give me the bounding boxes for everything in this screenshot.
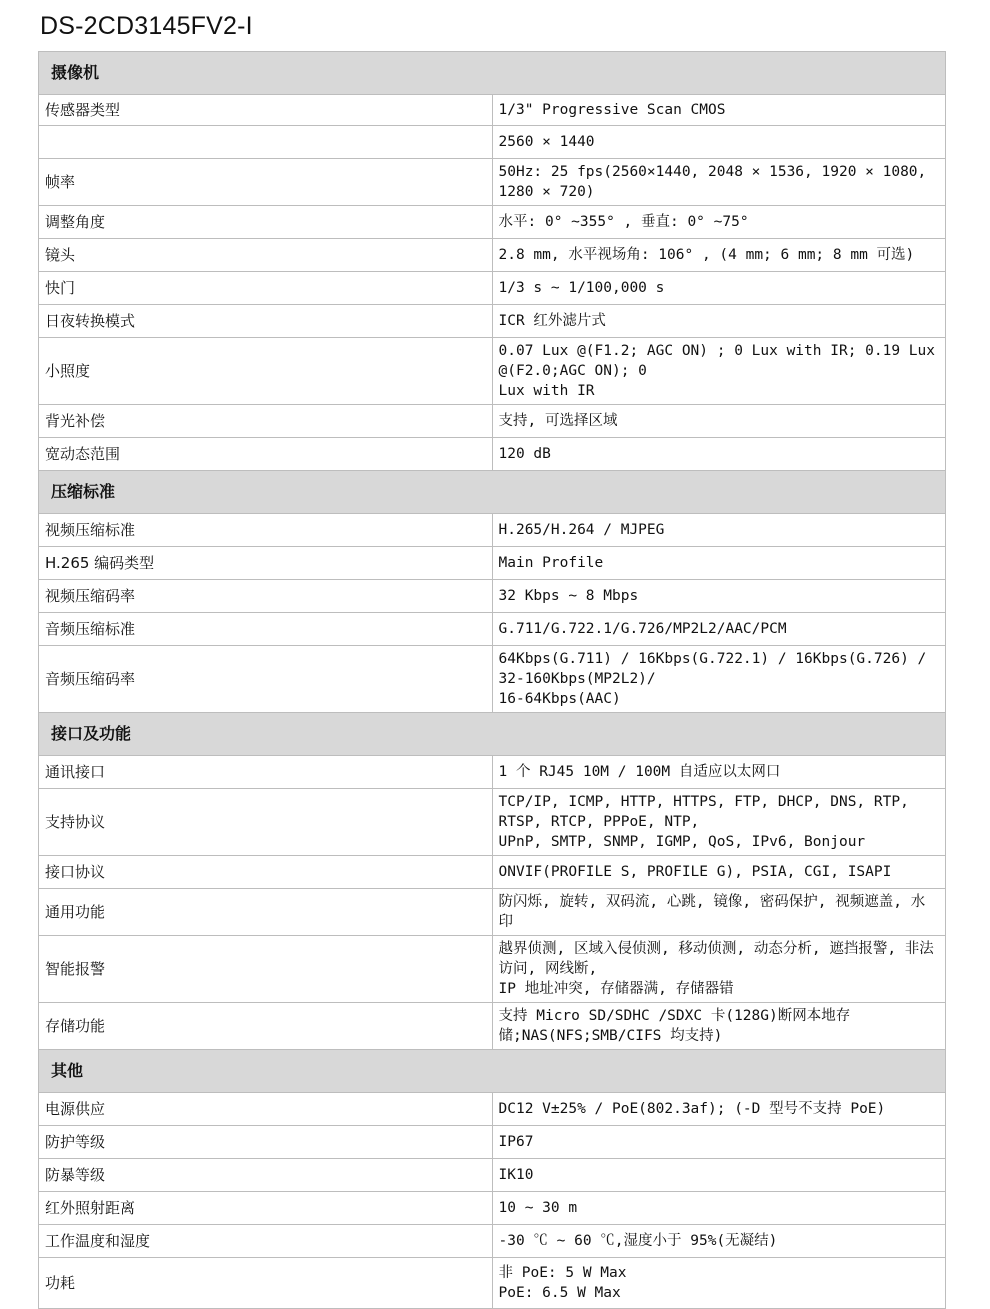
spec-value: 越界侦测, 区域入侵侦测, 移动侦测, 动态分析, 遮挡报警, 非法访问, 网线断, IP 地址冲突, 存储器满, 存储器错 bbox=[492, 936, 946, 1003]
spec-value: 2560 × 1440 bbox=[492, 126, 946, 159]
spec-row bbox=[39, 95, 946, 126]
section-header-row bbox=[39, 52, 946, 95]
spec-label: 防暴等级 bbox=[39, 1159, 493, 1192]
spec-label: 快门 bbox=[39, 272, 493, 305]
spec-value: IK10 bbox=[492, 1159, 946, 1192]
spec-label: 智能报警 bbox=[39, 936, 493, 1003]
spec-label: 帧率 bbox=[39, 159, 493, 206]
spec-row bbox=[39, 159, 946, 206]
spec-label: 传感器类型 bbox=[39, 95, 493, 126]
spec-value: 1/3" Progressive Scan CMOS bbox=[492, 95, 946, 126]
spec-value: 支持 Micro SD/SDHC /SDXC 卡(128G)断网本地存储;NAS(NFS;SMB/CIFS 均支持) bbox=[492, 1003, 946, 1050]
spec-value: 32 Kbps ~ 8 Mbps bbox=[492, 580, 946, 613]
spec-label: 音频压缩码率 bbox=[39, 646, 493, 713]
spec-row bbox=[39, 547, 946, 580]
spec-value: 1 个 RJ45 10M / 100M 自适应以太网口 bbox=[492, 756, 946, 789]
spec-label: 存储功能 bbox=[39, 1003, 493, 1050]
spec-value: 防闪烁, 旋转, 双码流, 心跳, 镜像, 密码保护, 视频遮盖, 水印 bbox=[492, 889, 946, 936]
spec-row bbox=[39, 1192, 946, 1225]
spec-label bbox=[39, 126, 493, 159]
section-header: 摄像机 bbox=[39, 52, 946, 95]
spec-row bbox=[39, 936, 946, 1003]
spec-row bbox=[39, 305, 946, 338]
spec-row bbox=[39, 1126, 946, 1159]
spec-value: 1/3 s ~ 1/100,000 s bbox=[492, 272, 946, 305]
section-header-row bbox=[39, 1050, 946, 1093]
spec-value: ONVIF(PROFILE S, PROFILE G), PSIA, CGI, ISAPI bbox=[492, 856, 946, 889]
section-header-row bbox=[39, 713, 946, 756]
spec-value: TCP/IP, ICMP, HTTP, HTTPS, FTP, DHCP, DNS, RTP, RTSP, RTCP, PPPoE, NTP, UPnP, SMTP, SNMP, IGMP, QoS, IPv6, Bonjour bbox=[492, 789, 946, 856]
spec-label: 调整角度 bbox=[39, 206, 493, 239]
spec-value: 0.07 Lux @(F1.2; AGC ON) ; 0 Lux with IR; 0.19 Lux @(F2.0;AGC ON); 0 Lux with IR bbox=[492, 338, 946, 405]
spec-value: 2.8 mm, 水平视场角: 106° , (4 mm; 6 mm; 8 mm 可选) bbox=[492, 239, 946, 272]
spec-value: -30 ℃ ~ 60 ℃,湿度小于 95%(无凝结) bbox=[492, 1225, 946, 1258]
section-header: 接口及功能 bbox=[39, 713, 946, 756]
spec-value: IP67 bbox=[492, 1126, 946, 1159]
spec-label: 电源供应 bbox=[39, 1093, 493, 1126]
page-title: DS-2CD3145FV2-I bbox=[40, 12, 253, 40]
spec-row bbox=[39, 405, 946, 438]
spec-row bbox=[39, 1003, 946, 1050]
spec-value: H.265/H.264 / MJPEG bbox=[492, 514, 946, 547]
spec-row bbox=[39, 272, 946, 305]
spec-table bbox=[38, 51, 946, 1309]
spec-row bbox=[39, 1159, 946, 1192]
spec-row bbox=[39, 613, 946, 646]
spec-row bbox=[39, 756, 946, 789]
spec-value: DC12 V±25% / PoE(802.3af); (-D 型号不支持 PoE) bbox=[492, 1093, 946, 1126]
spec-value: 120 dB bbox=[492, 438, 946, 471]
spec-row bbox=[39, 438, 946, 471]
spec-label: 支持协议 bbox=[39, 789, 493, 856]
spec-row bbox=[39, 338, 946, 405]
spec-row bbox=[39, 1093, 946, 1126]
spec-row bbox=[39, 789, 946, 856]
spec-row bbox=[39, 206, 946, 239]
spec-value: 水平: 0° ~355° , 垂直: 0° ~75° bbox=[492, 206, 946, 239]
section-header: 其他 bbox=[39, 1050, 946, 1093]
spec-label: 视频压缩码率 bbox=[39, 580, 493, 613]
spec-value: 10 ~ 30 m bbox=[492, 1192, 946, 1225]
spec-label: 音频压缩标准 bbox=[39, 613, 493, 646]
spec-label: 接口协议 bbox=[39, 856, 493, 889]
spec-value: 非 PoE: 5 W Max PoE: 6.5 W Max bbox=[492, 1258, 946, 1309]
spec-label: 功耗 bbox=[39, 1258, 493, 1309]
section-header: 压缩标准 bbox=[39, 471, 946, 514]
spec-row bbox=[39, 1258, 946, 1309]
spec-row bbox=[39, 239, 946, 272]
spec-value: G.711/G.722.1/G.726/MP2L2/AAC/PCM bbox=[492, 613, 946, 646]
spec-label: 红外照射距离 bbox=[39, 1192, 493, 1225]
spec-value: 50Hz: 25 fps(2560×1440, 2048 × 1536, 1920 × 1080, 1280 × 720) bbox=[492, 159, 946, 206]
spec-label: 背光补偿 bbox=[39, 405, 493, 438]
spec-row bbox=[39, 1225, 946, 1258]
spec-value: Main Profile bbox=[492, 547, 946, 580]
spec-row bbox=[39, 889, 946, 936]
spec-value: ICR 红外滤片式 bbox=[492, 305, 946, 338]
spec-label: 通讯接口 bbox=[39, 756, 493, 789]
spec-value: 64Kbps(G.711) / 16Kbps(G.722.1) / 16Kbps(G.726) / 32-160Kbps(MP2L2)/ 16-64Kbps(AAC) bbox=[492, 646, 946, 713]
spec-label: 宽动态范围 bbox=[39, 438, 493, 471]
spec-label: 防护等级 bbox=[39, 1126, 493, 1159]
spec-row bbox=[39, 646, 946, 713]
section-header-row bbox=[39, 471, 946, 514]
spec-row bbox=[39, 126, 946, 159]
spec-label: H.265 编码类型 bbox=[39, 547, 493, 580]
spec-row bbox=[39, 514, 946, 547]
spec-row bbox=[39, 856, 946, 889]
spec-label: 小照度 bbox=[39, 338, 493, 405]
spec-label: 日夜转换模式 bbox=[39, 305, 493, 338]
spec-value: 支持, 可选择区域 bbox=[492, 405, 946, 438]
spec-label: 工作温度和湿度 bbox=[39, 1225, 493, 1258]
spec-label: 视频压缩标准 bbox=[39, 514, 493, 547]
spec-row bbox=[39, 580, 946, 613]
spec-label: 通用功能 bbox=[39, 889, 493, 936]
spec-label: 镜头 bbox=[39, 239, 493, 272]
